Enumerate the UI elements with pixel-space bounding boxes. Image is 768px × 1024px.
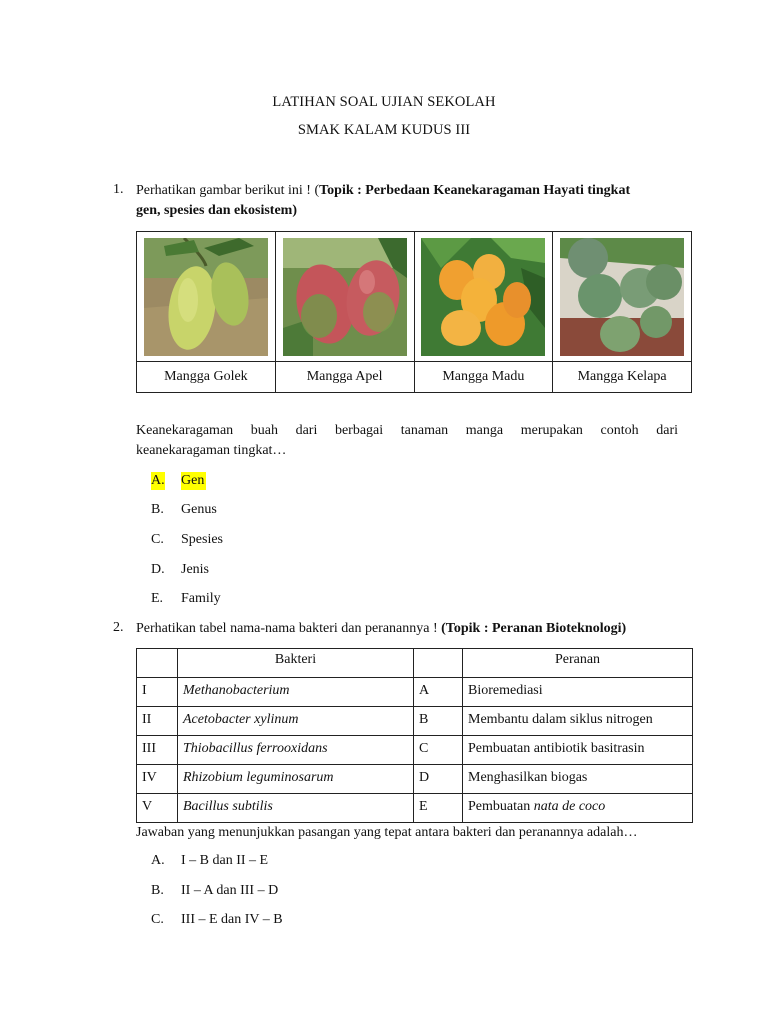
mango-apel-image (283, 238, 407, 356)
question-2-intro: Perhatikan tabel nama-nama bakteri dan peranannya ! (136, 621, 442, 636)
caption-mango-madu: Mangga Madu (414, 362, 553, 393)
row-num: IV (137, 765, 178, 794)
question-1-stem-line1: Keanekaragaman buah dari berbagai tanaman manga merupakan contoh dari (136, 423, 678, 438)
caption-mango-kelapa: Mangga Kelapa (553, 362, 692, 393)
question-2-prompt (136, 619, 626, 639)
question-1-topic-line1: Topik : Perbedaan Keanekaragaman Hayati tingkat (319, 183, 631, 198)
role-text: Pembuatan antibiotik basitrasin (463, 736, 693, 765)
role-letter: B (414, 707, 463, 736)
header-num (137, 649, 178, 678)
header-bacteria: Bakteri (178, 649, 414, 678)
q1-option-d-letter: D. (151, 562, 165, 577)
table-row (137, 678, 693, 707)
bacteria-name: Bacillus subtilis (178, 794, 414, 823)
q1-option-e-text: Family (181, 591, 221, 606)
bacteria-name: Acetobacter xylinum (178, 707, 414, 736)
role-letter: C (414, 736, 463, 765)
q1-option-d-text: Jenis (181, 562, 209, 577)
role-letter: D (414, 765, 463, 794)
caption-mango-apel: Mangga Apel (275, 362, 414, 393)
question-1-number: 1. (113, 182, 124, 197)
q2-option-c-letter: C. (151, 912, 164, 927)
caption-mango-golek: Mangga Golek (137, 362, 276, 393)
bacteria-table (136, 648, 693, 823)
table-row (137, 765, 693, 794)
q2-option-a-text: I – B dan II – E (181, 853, 269, 868)
table-row (137, 707, 693, 736)
question-1-intro: Perhatikan gambar berikut ini ! ( (136, 183, 320, 198)
bacteria-name: Thiobacillus ferrooxidans (178, 736, 414, 765)
mango-kelapa-cell (553, 232, 692, 362)
mango-madu-image (421, 238, 545, 356)
table-row (137, 736, 693, 765)
role-text: Bioremediasi (463, 678, 693, 707)
q1-option-b-text: Genus (181, 502, 217, 517)
role-text-italic: nata de coco (533, 799, 606, 814)
mango-kelapa-image (560, 238, 684, 356)
q1-option-a-text: Gen (181, 473, 205, 488)
question-1-topic-line2: gen, spesies dan ekosistem) (136, 203, 298, 218)
mango-image-table (136, 231, 692, 393)
question-1-stem-line2: keanekaragaman tingkat… (136, 443, 287, 458)
bacteria-name: Rhizobium leguminosarum (178, 765, 414, 794)
role-letter: A (414, 678, 463, 707)
row-num: II (137, 707, 178, 736)
header-role: Peranan (463, 649, 693, 678)
q2-option-b-letter: B. (151, 883, 164, 898)
role-text: Membantu dalam siklus nitrogen (463, 707, 693, 736)
header-letter (414, 649, 463, 678)
bacteria-name: Methanobacterium (178, 678, 414, 707)
q1-option-c-text: Spesies (181, 532, 223, 547)
question-2-topic: (Topik : Peranan Bioteknologi) (441, 621, 627, 636)
q2-option-b-text: II – A dan III – D (181, 883, 279, 898)
mango-madu-cell (414, 232, 553, 362)
table-row (137, 794, 693, 823)
document-title: LATIHAN SOAL UJIAN SEKOLAH (272, 94, 496, 110)
row-num: V (137, 794, 178, 823)
q1-option-a-letter: A. (151, 473, 165, 488)
question-1-prompt (136, 181, 696, 221)
q2-option-a-letter: A. (151, 853, 165, 868)
question-1-stem (136, 421, 678, 461)
role-text: Menghasilkan biogas (463, 765, 693, 794)
question-2-stem: Jawaban yang menunjukkan pasangan yang tepat antara bakteri dan peranannya adalah… (136, 825, 638, 840)
role-letter: E (414, 794, 463, 823)
bacteria-table-header (137, 649, 693, 678)
role-text (463, 794, 693, 823)
q1-option-b-letter: B. (151, 502, 164, 517)
q2-option-c-text: III – E dan IV – B (181, 912, 283, 927)
q1-option-c-letter: C. (151, 532, 164, 547)
row-num: III (137, 736, 178, 765)
mango-apel-cell (275, 232, 414, 362)
school-name: SMAK KALAM KUDUS III (297, 122, 471, 138)
row-num: I (137, 678, 178, 707)
q1-option-e-letter: E. (151, 591, 164, 606)
mango-golek-image (144, 238, 268, 356)
role-text-plain: Pembuatan (468, 799, 534, 814)
question-2-number: 2. (113, 620, 124, 635)
mango-golek-cell (137, 232, 276, 362)
